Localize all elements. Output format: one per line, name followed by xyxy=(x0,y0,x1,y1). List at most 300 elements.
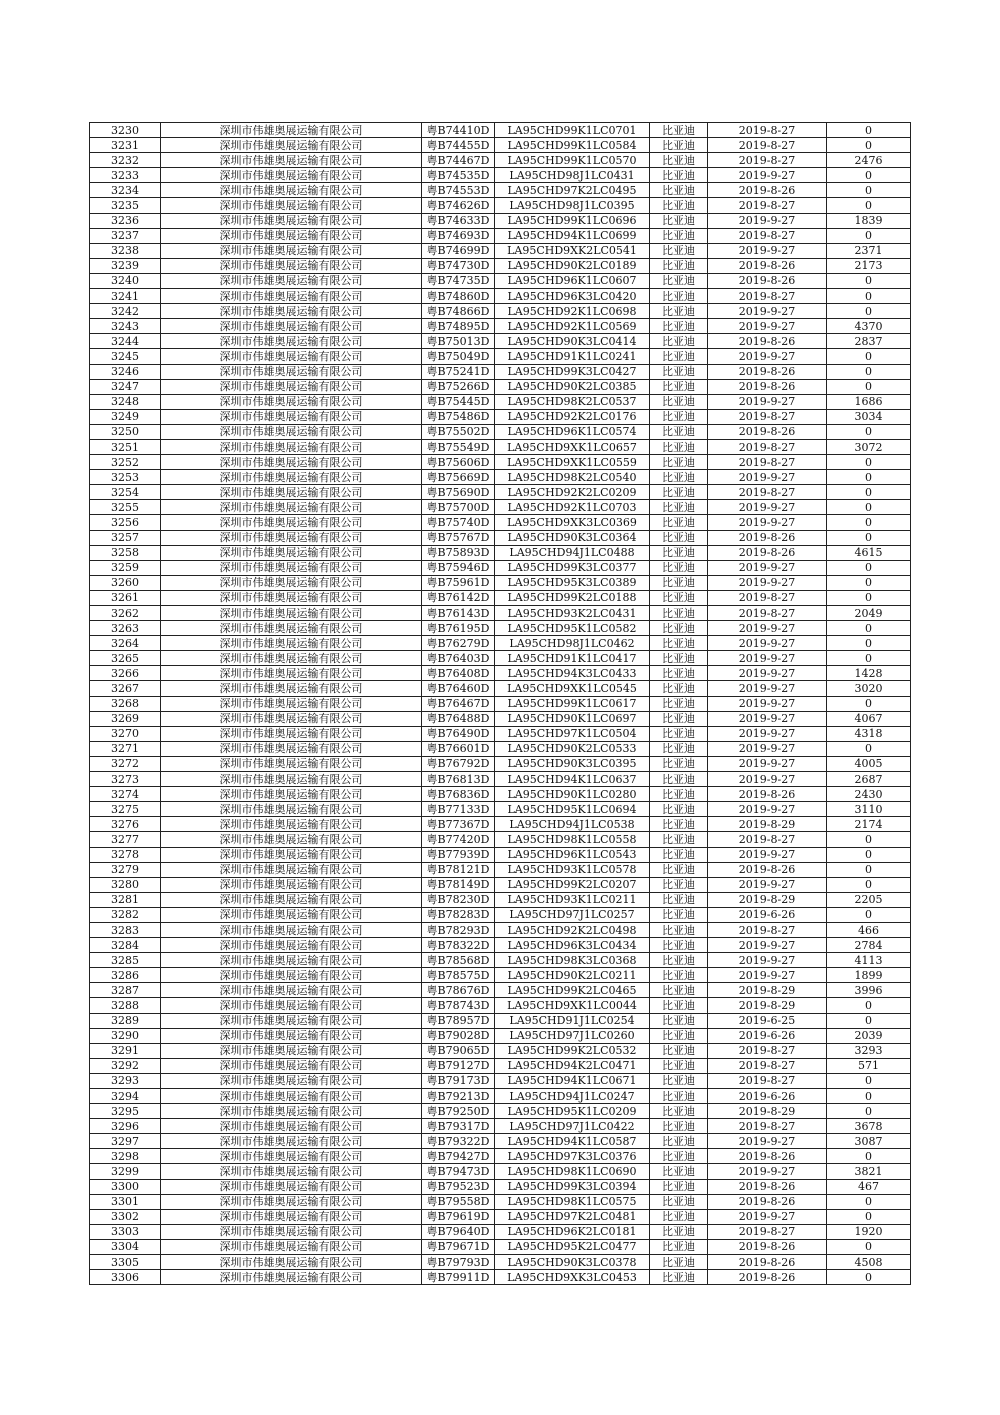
company-name-cell: 深圳市伟雄奥展运输有限公司 xyxy=(161,953,422,968)
plate-number-cell: 粤B79793D xyxy=(422,1255,495,1270)
brand-cell: 比亚迪 xyxy=(650,1194,708,1209)
table-row xyxy=(90,726,911,741)
company-name-cell: 深圳市伟雄奥展运输有限公司 xyxy=(161,455,422,470)
brand-cell: 比亚迪 xyxy=(650,515,708,530)
table-row xyxy=(90,168,911,183)
table-row xyxy=(90,485,911,500)
value-cell: 0 xyxy=(827,455,911,470)
brand-cell: 比亚迪 xyxy=(650,123,708,138)
value-cell: 0 xyxy=(827,1209,911,1224)
brand-cell: 比亚迪 xyxy=(650,907,708,922)
plate-number-cell: 粤B77420D xyxy=(422,832,495,847)
date-cell: 2019-8-27 xyxy=(708,439,827,454)
row-number-cell: 3248 xyxy=(90,394,161,409)
vin-cell: LA95CHD9XK1LC0545 xyxy=(495,681,650,696)
table-body xyxy=(90,123,911,1285)
brand-cell: 比亚迪 xyxy=(650,289,708,304)
brand-cell: 比亚迪 xyxy=(650,213,708,228)
date-cell: 2019-6-26 xyxy=(708,907,827,922)
company-name-cell: 深圳市伟雄奥展运输有限公司 xyxy=(161,1209,422,1224)
table-row xyxy=(90,1043,911,1058)
plate-number-cell: 粤B76460D xyxy=(422,681,495,696)
vin-cell: LA95CHD9XK2LC0541 xyxy=(495,243,650,258)
value-cell: 0 xyxy=(827,485,911,500)
vin-cell: LA95CHD96K1LC0543 xyxy=(495,847,650,862)
value-cell: 3110 xyxy=(827,802,911,817)
row-number-cell: 3278 xyxy=(90,847,161,862)
brand-cell: 比亚迪 xyxy=(650,862,708,877)
company-name-cell: 深圳市伟雄奥展运输有限公司 xyxy=(161,409,422,424)
vin-cell: LA95CHD97K2LC0481 xyxy=(495,1209,650,1224)
table-row xyxy=(90,696,911,711)
table-row xyxy=(90,515,911,530)
company-name-cell: 深圳市伟雄奥展运输有限公司 xyxy=(161,439,422,454)
vin-cell: LA95CHD97J1LC0422 xyxy=(495,1119,650,1134)
brand-cell: 比亚迪 xyxy=(650,877,708,892)
value-cell: 0 xyxy=(827,183,911,198)
date-cell: 2019-8-26 xyxy=(708,1194,827,1209)
row-number-cell: 3286 xyxy=(90,968,161,983)
date-cell: 2019-9-27 xyxy=(708,968,827,983)
table-row xyxy=(90,394,911,409)
value-cell: 1686 xyxy=(827,394,911,409)
vin-cell: LA95CHD95K1LC0582 xyxy=(495,621,650,636)
date-cell: 2019-9-27 xyxy=(708,666,827,681)
row-number-cell: 3235 xyxy=(90,198,161,213)
vin-cell: LA95CHD98K3LC0368 xyxy=(495,953,650,968)
value-cell: 0 xyxy=(827,1149,911,1164)
value-cell: 0 xyxy=(827,575,911,590)
brand-cell: 比亚迪 xyxy=(650,1119,708,1134)
vin-cell: LA95CHD90K2LC0211 xyxy=(495,968,650,983)
row-number-cell: 3255 xyxy=(90,500,161,515)
company-name-cell: 深圳市伟雄奥展运输有限公司 xyxy=(161,862,422,877)
vin-cell: LA95CHD94K1LC0587 xyxy=(495,1134,650,1149)
table-row xyxy=(90,1209,911,1224)
plate-number-cell: 粤B74735D xyxy=(422,273,495,288)
table-row xyxy=(90,636,911,651)
value-cell: 0 xyxy=(827,1013,911,1028)
company-name-cell: 深圳市伟雄奥展运输有限公司 xyxy=(161,832,422,847)
value-cell: 0 xyxy=(827,1194,911,1209)
value-cell: 2371 xyxy=(827,243,911,258)
brand-cell: 比亚迪 xyxy=(650,606,708,621)
brand-cell: 比亚迪 xyxy=(650,651,708,666)
row-number-cell: 3306 xyxy=(90,1270,161,1285)
vin-cell: LA95CHD96K3LC0420 xyxy=(495,289,650,304)
value-cell: 0 xyxy=(827,470,911,485)
date-cell: 2019-8-26 xyxy=(708,334,827,349)
company-name-cell: 深圳市伟雄奥展运输有限公司 xyxy=(161,319,422,334)
brand-cell: 比亚迪 xyxy=(650,1013,708,1028)
value-cell: 3293 xyxy=(827,1043,911,1058)
row-number-cell: 3259 xyxy=(90,560,161,575)
row-number-cell: 3292 xyxy=(90,1058,161,1073)
date-cell: 2019-8-27 xyxy=(708,485,827,500)
row-number-cell: 3285 xyxy=(90,953,161,968)
date-cell: 2019-9-27 xyxy=(708,575,827,590)
date-cell: 2019-8-26 xyxy=(708,545,827,560)
company-name-cell: 深圳市伟雄奥展运输有限公司 xyxy=(161,1149,422,1164)
company-name-cell: 深圳市伟雄奥展运输有限公司 xyxy=(161,938,422,953)
plate-number-cell: 粤B77939D xyxy=(422,847,495,862)
table-row xyxy=(90,1073,911,1088)
brand-cell: 比亚迪 xyxy=(650,1134,708,1149)
row-number-cell: 3263 xyxy=(90,621,161,636)
vin-cell: LA95CHD94K3LC0433 xyxy=(495,666,650,681)
table-row xyxy=(90,1194,911,1209)
value-cell: 3034 xyxy=(827,409,911,424)
plate-number-cell: 粤B75013D xyxy=(422,334,495,349)
row-number-cell: 3233 xyxy=(90,168,161,183)
row-number-cell: 3296 xyxy=(90,1119,161,1134)
plate-number-cell: 粤B75445D xyxy=(422,394,495,409)
vin-cell: LA95CHD99K2LC0188 xyxy=(495,590,650,605)
brand-cell: 比亚迪 xyxy=(650,1164,708,1179)
value-cell: 2430 xyxy=(827,787,911,802)
plate-number-cell: 粤B74535D xyxy=(422,168,495,183)
company-name-cell: 深圳市伟雄奥展运输有限公司 xyxy=(161,998,422,1013)
vin-cell: LA95CHD94K2LC0471 xyxy=(495,1058,650,1073)
plate-number-cell: 粤B74866D xyxy=(422,304,495,319)
date-cell: 2019-8-27 xyxy=(708,1224,827,1239)
value-cell: 1920 xyxy=(827,1224,911,1239)
vin-cell: LA95CHD93K1LC0211 xyxy=(495,892,650,907)
date-cell: 2019-9-27 xyxy=(708,756,827,771)
date-cell: 2019-8-29 xyxy=(708,983,827,998)
company-name-cell: 深圳市伟雄奥展运输有限公司 xyxy=(161,123,422,138)
value-cell: 4318 xyxy=(827,726,911,741)
plate-number-cell: 粤B79127D xyxy=(422,1058,495,1073)
table-row xyxy=(90,545,911,560)
row-number-cell: 3270 xyxy=(90,726,161,741)
row-number-cell: 3246 xyxy=(90,364,161,379)
plate-number-cell: 粤B75893D xyxy=(422,545,495,560)
table-row xyxy=(90,258,911,273)
plate-number-cell: 粤B79213D xyxy=(422,1089,495,1104)
table-row xyxy=(90,877,911,892)
vin-cell: LA95CHD92K2LC0176 xyxy=(495,409,650,424)
value-cell: 0 xyxy=(827,636,911,651)
company-name-cell: 深圳市伟雄奥展运输有限公司 xyxy=(161,892,422,907)
plate-number-cell: 粤B79173D xyxy=(422,1073,495,1088)
table-row xyxy=(90,409,911,424)
company-name-cell: 深圳市伟雄奥展运输有限公司 xyxy=(161,168,422,183)
value-cell: 4508 xyxy=(827,1255,911,1270)
value-cell: 2476 xyxy=(827,153,911,168)
value-cell: 3087 xyxy=(827,1134,911,1149)
date-cell: 2019-8-26 xyxy=(708,364,827,379)
company-name-cell: 深圳市伟雄奥展运输有限公司 xyxy=(161,696,422,711)
row-number-cell: 3284 xyxy=(90,938,161,953)
value-cell: 0 xyxy=(827,877,911,892)
date-cell: 2019-9-27 xyxy=(708,304,827,319)
row-number-cell: 3291 xyxy=(90,1043,161,1058)
date-cell: 2019-9-27 xyxy=(708,847,827,862)
row-number-cell: 3249 xyxy=(90,409,161,424)
plate-number-cell: 粤B75700D xyxy=(422,500,495,515)
brand-cell: 比亚迪 xyxy=(650,1058,708,1073)
company-name-cell: 深圳市伟雄奥展运输有限公司 xyxy=(161,364,422,379)
value-cell: 1899 xyxy=(827,968,911,983)
vin-cell: LA95CHD91J1LC0254 xyxy=(495,1013,650,1028)
date-cell: 2019-8-29 xyxy=(708,817,827,832)
brand-cell: 比亚迪 xyxy=(650,636,708,651)
vin-cell: LA95CHD90K3LC0395 xyxy=(495,756,650,771)
row-number-cell: 3266 xyxy=(90,666,161,681)
row-number-cell: 3293 xyxy=(90,1073,161,1088)
brand-cell: 比亚迪 xyxy=(650,545,708,560)
date-cell: 2019-8-27 xyxy=(708,455,827,470)
vin-cell: LA95CHD99K1LC0617 xyxy=(495,696,650,711)
row-number-cell: 3260 xyxy=(90,575,161,590)
date-cell: 2019-9-27 xyxy=(708,953,827,968)
date-cell: 2019-8-27 xyxy=(708,198,827,213)
company-name-cell: 深圳市伟雄奥展运输有限公司 xyxy=(161,772,422,787)
company-name-cell: 深圳市伟雄奥展运输有限公司 xyxy=(161,968,422,983)
brand-cell: 比亚迪 xyxy=(650,575,708,590)
row-number-cell: 3287 xyxy=(90,983,161,998)
vin-cell: LA95CHD96K1LC0607 xyxy=(495,273,650,288)
plate-number-cell: 粤B75740D xyxy=(422,515,495,530)
brand-cell: 比亚迪 xyxy=(650,953,708,968)
company-name-cell: 深圳市伟雄奥展运输有限公司 xyxy=(161,1119,422,1134)
date-cell: 2019-9-27 xyxy=(708,319,827,334)
plate-number-cell: 粤B79911D xyxy=(422,1270,495,1285)
table-row xyxy=(90,319,911,334)
table-row xyxy=(90,606,911,621)
company-name-cell: 深圳市伟雄奥展运输有限公司 xyxy=(161,500,422,515)
brand-cell: 比亚迪 xyxy=(650,1028,708,1043)
brand-cell: 比亚迪 xyxy=(650,560,708,575)
plate-number-cell: 粤B78957D xyxy=(422,1013,495,1028)
plate-number-cell: 粤B79317D xyxy=(422,1119,495,1134)
company-name-cell: 深圳市伟雄奥展运输有限公司 xyxy=(161,681,422,696)
row-number-cell: 3250 xyxy=(90,424,161,439)
row-number-cell: 3274 xyxy=(90,787,161,802)
value-cell: 2205 xyxy=(827,892,911,907)
table-row xyxy=(90,273,911,288)
value-cell: 0 xyxy=(827,500,911,515)
table-row xyxy=(90,1119,911,1134)
plate-number-cell: 粤B75049D xyxy=(422,349,495,364)
vin-cell: LA95CHD9XK1LC0559 xyxy=(495,455,650,470)
row-number-cell: 3271 xyxy=(90,741,161,756)
table-row xyxy=(90,998,911,1013)
company-name-cell: 深圳市伟雄奥展运输有限公司 xyxy=(161,1255,422,1270)
date-cell: 2019-8-27 xyxy=(708,228,827,243)
plate-number-cell: 粤B76403D xyxy=(422,651,495,666)
vin-cell: LA95CHD94K1LC0671 xyxy=(495,1073,650,1088)
table-row xyxy=(90,922,911,937)
row-number-cell: 3275 xyxy=(90,802,161,817)
table-row xyxy=(90,123,911,138)
vin-cell: LA95CHD9XK1LC0657 xyxy=(495,439,650,454)
vin-cell: LA95CHD98K1LC0575 xyxy=(495,1194,650,1209)
value-cell: 0 xyxy=(827,138,911,153)
date-cell: 2019-8-26 xyxy=(708,1179,827,1194)
vin-cell: LA95CHD92K2LC0498 xyxy=(495,922,650,937)
plate-number-cell: 粤B76813D xyxy=(422,772,495,787)
company-name-cell: 深圳市伟雄奥展运输有限公司 xyxy=(161,817,422,832)
value-cell: 467 xyxy=(827,1179,911,1194)
date-cell: 2019-9-27 xyxy=(708,470,827,485)
value-cell: 0 xyxy=(827,228,911,243)
date-cell: 2019-8-29 xyxy=(708,1104,827,1119)
value-cell: 0 xyxy=(827,304,911,319)
table-row xyxy=(90,349,911,364)
brand-cell: 比亚迪 xyxy=(650,530,708,545)
brand-cell: 比亚迪 xyxy=(650,364,708,379)
value-cell: 0 xyxy=(827,862,911,877)
value-cell: 3020 xyxy=(827,681,911,696)
value-cell: 0 xyxy=(827,907,911,922)
vin-cell: LA95CHD90K1LC0697 xyxy=(495,711,650,726)
brand-cell: 比亚迪 xyxy=(650,439,708,454)
table-row xyxy=(90,772,911,787)
table-row xyxy=(90,138,911,153)
vin-cell: LA95CHD99K2LC0465 xyxy=(495,983,650,998)
date-cell: 2019-8-26 xyxy=(708,424,827,439)
value-cell: 2687 xyxy=(827,772,911,787)
value-cell: 0 xyxy=(827,530,911,545)
table-row xyxy=(90,817,911,832)
row-number-cell: 3230 xyxy=(90,123,161,138)
brand-cell: 比亚迪 xyxy=(650,379,708,394)
brand-cell: 比亚迪 xyxy=(650,1224,708,1239)
brand-cell: 比亚迪 xyxy=(650,258,708,273)
vin-cell: LA95CHD99K3LC0377 xyxy=(495,560,650,575)
plate-number-cell: 粤B75266D xyxy=(422,379,495,394)
row-number-cell: 3239 xyxy=(90,258,161,273)
company-name-cell: 深圳市伟雄奥展运输有限公司 xyxy=(161,213,422,228)
vin-cell: LA95CHD95K2LC0477 xyxy=(495,1239,650,1254)
vin-cell: LA95CHD99K2LC0532 xyxy=(495,1043,650,1058)
value-cell: 2049 xyxy=(827,606,911,621)
brand-cell: 比亚迪 xyxy=(650,666,708,681)
company-name-cell: 深圳市伟雄奥展运输有限公司 xyxy=(161,907,422,922)
date-cell: 2019-8-27 xyxy=(708,1043,827,1058)
plate-number-cell: 粤B76279D xyxy=(422,636,495,651)
row-number-cell: 3256 xyxy=(90,515,161,530)
date-cell: 2019-9-27 xyxy=(708,741,827,756)
table-row xyxy=(90,1239,911,1254)
date-cell: 2019-9-27 xyxy=(708,515,827,530)
value-cell: 4370 xyxy=(827,319,911,334)
table-row xyxy=(90,802,911,817)
vin-cell: LA95CHD94J1LC0538 xyxy=(495,817,650,832)
date-cell: 2019-6-25 xyxy=(708,1013,827,1028)
company-name-cell: 深圳市伟雄奥展运输有限公司 xyxy=(161,243,422,258)
date-cell: 2019-8-26 xyxy=(708,1255,827,1270)
plate-number-cell: 粤B74895D xyxy=(422,319,495,334)
value-cell: 0 xyxy=(827,741,911,756)
date-cell: 2019-9-27 xyxy=(708,772,827,787)
plate-number-cell: 粤B74860D xyxy=(422,289,495,304)
table-row xyxy=(90,907,911,922)
vin-cell: LA95CHD95K1LC0694 xyxy=(495,802,650,817)
brand-cell: 比亚迪 xyxy=(650,334,708,349)
brand-cell: 比亚迪 xyxy=(650,1179,708,1194)
value-cell: 0 xyxy=(827,289,911,304)
company-name-cell: 深圳市伟雄奥展运输有限公司 xyxy=(161,606,422,621)
row-number-cell: 3304 xyxy=(90,1239,161,1254)
date-cell: 2019-9-27 xyxy=(708,168,827,183)
vin-cell: LA95CHD90K2LC0385 xyxy=(495,379,650,394)
row-number-cell: 3251 xyxy=(90,439,161,454)
row-number-cell: 3267 xyxy=(90,681,161,696)
date-cell: 2019-9-27 xyxy=(708,213,827,228)
date-cell: 2019-8-29 xyxy=(708,892,827,907)
plate-number-cell: 粤B76836D xyxy=(422,787,495,802)
date-cell: 2019-9-27 xyxy=(708,349,827,364)
brand-cell: 比亚迪 xyxy=(650,319,708,334)
value-cell: 0 xyxy=(827,515,911,530)
table-row xyxy=(90,228,911,243)
vin-cell: LA95CHD98J1LC0431 xyxy=(495,168,650,183)
brand-cell: 比亚迪 xyxy=(650,243,708,258)
company-name-cell: 深圳市伟雄奥展运输有限公司 xyxy=(161,560,422,575)
vin-cell: LA95CHD91K1LC0417 xyxy=(495,651,650,666)
table-row xyxy=(90,439,911,454)
table-row xyxy=(90,1255,911,1270)
row-number-cell: 3232 xyxy=(90,153,161,168)
date-cell: 2019-9-27 xyxy=(708,726,827,741)
row-number-cell: 3283 xyxy=(90,922,161,937)
company-name-cell: 深圳市伟雄奥展运输有限公司 xyxy=(161,530,422,545)
company-name-cell: 深圳市伟雄奥展运输有限公司 xyxy=(161,138,422,153)
date-cell: 2019-8-26 xyxy=(708,379,827,394)
row-number-cell: 3234 xyxy=(90,183,161,198)
vin-cell: LA95CHD99K3LC0427 xyxy=(495,364,650,379)
table-row xyxy=(90,621,911,636)
table-row xyxy=(90,711,911,726)
plate-number-cell: 粤B74730D xyxy=(422,258,495,273)
value-cell: 0 xyxy=(827,1104,911,1119)
table-row xyxy=(90,787,911,802)
brand-cell: 比亚迪 xyxy=(650,590,708,605)
vin-cell: LA95CHD90K1LC0280 xyxy=(495,787,650,802)
value-cell: 4067 xyxy=(827,711,911,726)
company-name-cell: 深圳市伟雄奥展运输有限公司 xyxy=(161,545,422,560)
date-cell: 2019-9-27 xyxy=(708,696,827,711)
vin-cell: LA95CHD95K1LC0209 xyxy=(495,1104,650,1119)
date-cell: 2019-9-27 xyxy=(708,651,827,666)
date-cell: 2019-9-27 xyxy=(708,802,827,817)
row-number-cell: 3253 xyxy=(90,470,161,485)
plate-number-cell: 粤B77133D xyxy=(422,802,495,817)
company-name-cell: 深圳市伟雄奥展运输有限公司 xyxy=(161,1073,422,1088)
company-name-cell: 深圳市伟雄奥展运输有限公司 xyxy=(161,1224,422,1239)
brand-cell: 比亚迪 xyxy=(650,1255,708,1270)
company-name-cell: 深圳市伟雄奥展运输有限公司 xyxy=(161,666,422,681)
plate-number-cell: 粤B75961D xyxy=(422,575,495,590)
plate-number-cell: 粤B77367D xyxy=(422,817,495,832)
plate-number-cell: 粤B76488D xyxy=(422,711,495,726)
vin-cell: LA95CHD97K3LC0376 xyxy=(495,1149,650,1164)
date-cell: 2019-8-27 xyxy=(708,1073,827,1088)
plate-number-cell: 粤B79250D xyxy=(422,1104,495,1119)
table-row xyxy=(90,243,911,258)
plate-number-cell: 粤B74467D xyxy=(422,153,495,168)
plate-number-cell: 粤B74455D xyxy=(422,138,495,153)
brand-cell: 比亚迪 xyxy=(650,726,708,741)
row-number-cell: 3281 xyxy=(90,892,161,907)
company-name-cell: 深圳市伟雄奥展运输有限公司 xyxy=(161,183,422,198)
company-name-cell: 深圳市伟雄奥展运输有限公司 xyxy=(161,1164,422,1179)
plate-number-cell: 粤B78283D xyxy=(422,907,495,922)
value-cell: 0 xyxy=(827,1089,911,1104)
